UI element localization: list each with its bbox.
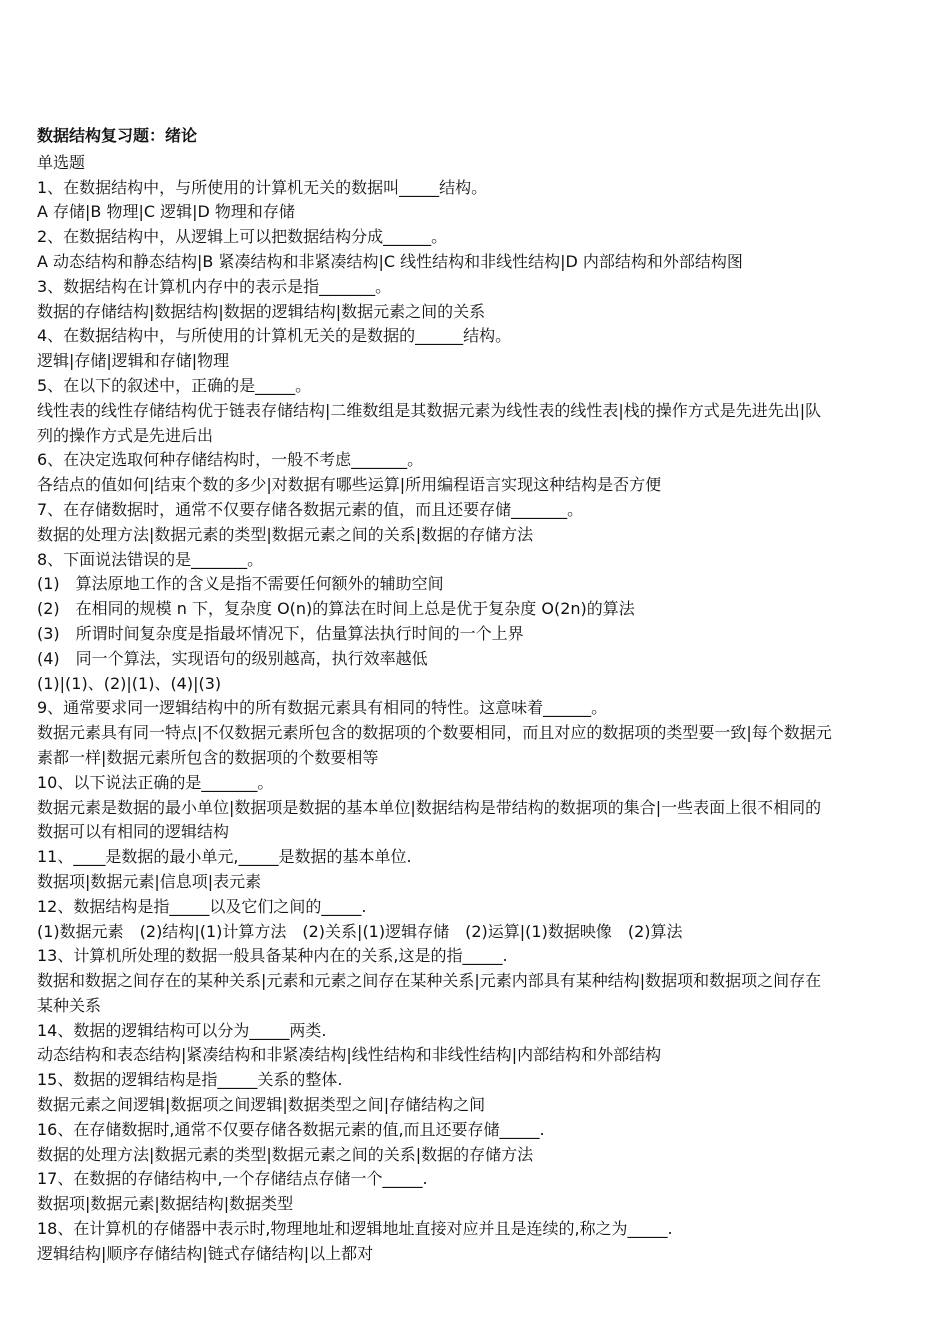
text-line: 10、以下说法正确的是_______。 [37,772,274,792]
text-line: 数据项|数据元素|数据结构|数据类型 [37,1194,294,1214]
text-line: (1)数据元素 (2)结构|(1)计算方法 (2)关系|(1)逻辑存储 (2)运算|(1)数据映像 (2)算法 [37,921,683,941]
text-line: 8、下面说法错误的是_______。 [37,549,264,569]
text-line: 数据元素之间逻辑|数据项之间逻辑|数据类型之间|存储结构之间 [37,1095,486,1115]
text-line: (3) 所谓时间复杂度是指最坏情况下，估量算法执行时间的一个上界 [37,623,524,643]
text-line: 数据和数据之间存在的某种关系|元素和元素之间存在某种关系|元素内部具有某种结构|数据项和数据项之间存在某种关系 [37,971,822,1015]
text-line: 线性表的线性存储结构优于链表存储结构|二维数组是其数据元素为线性表的线性表|栈的操作方式是先进先出|队列的操作方式是先进后出 [37,400,822,445]
text-line: 11、____是数据的最小单元,_____是数据的基本单位. [37,847,412,867]
text-line: 4、在数据结构中，与所使用的计算机无关的是数据的______结构。 [37,326,512,346]
text-line: 单选题 [37,152,86,172]
text-line: 数据元素是数据的最小单位|数据项是数据的基本单位|数据结构是带结构的数据项的集合|一些表面上很不相同的数据可以有相同的逻辑结构 [37,797,822,842]
text-line: 15、数据的逻辑结构是指_____关系的整体. [37,1070,343,1090]
text-line: (1)|(1)、(2)|(1)、(4)|(3) [37,673,222,693]
document-title: 数据结构复习题：绪论 [37,126,198,145]
text-line: 逻辑结构|顺序存储结构|链式存储结构|以上都对 [37,1243,374,1263]
text-line: 数据元素具有同一特点|不仅数据元素所包含的数据项的个数要相同，而且对应的数据项的类型要一致|每个数据元素都一样|数据元素所包含的数据项的个数要相等 [37,723,832,767]
text-line: 动态结构和表态结构|紧凑结构和非紧凑结构|线性结构和非线性结构|内部结构和外部结构 [37,1045,662,1065]
text-line: 12、数据结构是指_____以及它们之间的_____. [37,896,367,916]
text-line: (2) 在相同的规模 n 下，复杂度 O(n)的算法在时间上总是优于复杂度 O(2n)的算法 [37,599,635,619]
text-line: 6、在决定选取何种存储结构时，一般不考虑_______。 [37,450,424,470]
text-line: 16、在存储数据时,通常不仅要存储各数据元素的值,而且还要存储_____. [37,1119,545,1139]
text-line: 1、在数据结构中，与所使用的计算机无关的数据叫_____结构。 [37,177,488,197]
text-line: 2、在数据结构中，从逻辑上可以把数据结构分成______。 [37,227,448,247]
text-line: A 存储|B 物理|C 逻辑|D 物理和存储 [37,202,295,222]
text-line: 3、数据结构在计算机内存中的表示是指_______。 [37,276,392,296]
text-line: 数据项|数据元素|信息项|表元素 [37,871,262,891]
text-line: 18、在计算机的存储器中表示时,物理地址和逻辑地址直接对应并且是连续的,称之为_____. [37,1219,673,1239]
text-line: 各结点的值如何|结束个数的多少|对数据有哪些运算|所用编程语言实现这种结构是否方便 [37,475,662,495]
text-line: 7、在存储数据时，通常不仅要存储各数据元素的值，而且还要存储_______。 [37,499,584,519]
text-line: 14、数据的逻辑结构可以分为_____两类. [37,1020,327,1040]
text-line: 数据的存储结构|数据结构|数据的逻辑结构|数据元素之间的关系 [37,301,486,321]
document-lines [37,151,837,1267]
text-line: 9、通常要求同一逻辑结构中的所有数据元素具有相同的特性。这意味着______。 [37,698,608,718]
text-line: 数据的处理方法|数据元素的类型|数据元素之间的关系|数据的存储方法 [37,1144,534,1164]
text-line: 5、在以下的叙述中，正确的是_____。 [37,375,312,395]
text-line: 逻辑|存储|逻辑和存储|物理 [37,351,230,371]
text-line: A 动态结构和静态结构|B 紧凑结构和非紧凑结构|C 线性结构和非线性结构|D 内部结构和外部结构图 [37,251,743,271]
text-line: (1) 算法原地工作的含义是指不需要任何额外的辅助空间 [37,574,444,594]
text-line: 17、在数据的存储结构中,一个存储结点存储一个_____. [37,1169,428,1189]
text-line: 数据的处理方法|数据元素的类型|数据元素之间的关系|数据的存储方法 [37,524,534,544]
text-line: (4) 同一个算法，实现语句的级别越高，执行效率越低 [37,648,428,668]
document-body [37,124,837,1267]
text-line: 13、计算机所处理的数据一般具备某种内在的关系,这是的指_____. [37,946,508,966]
